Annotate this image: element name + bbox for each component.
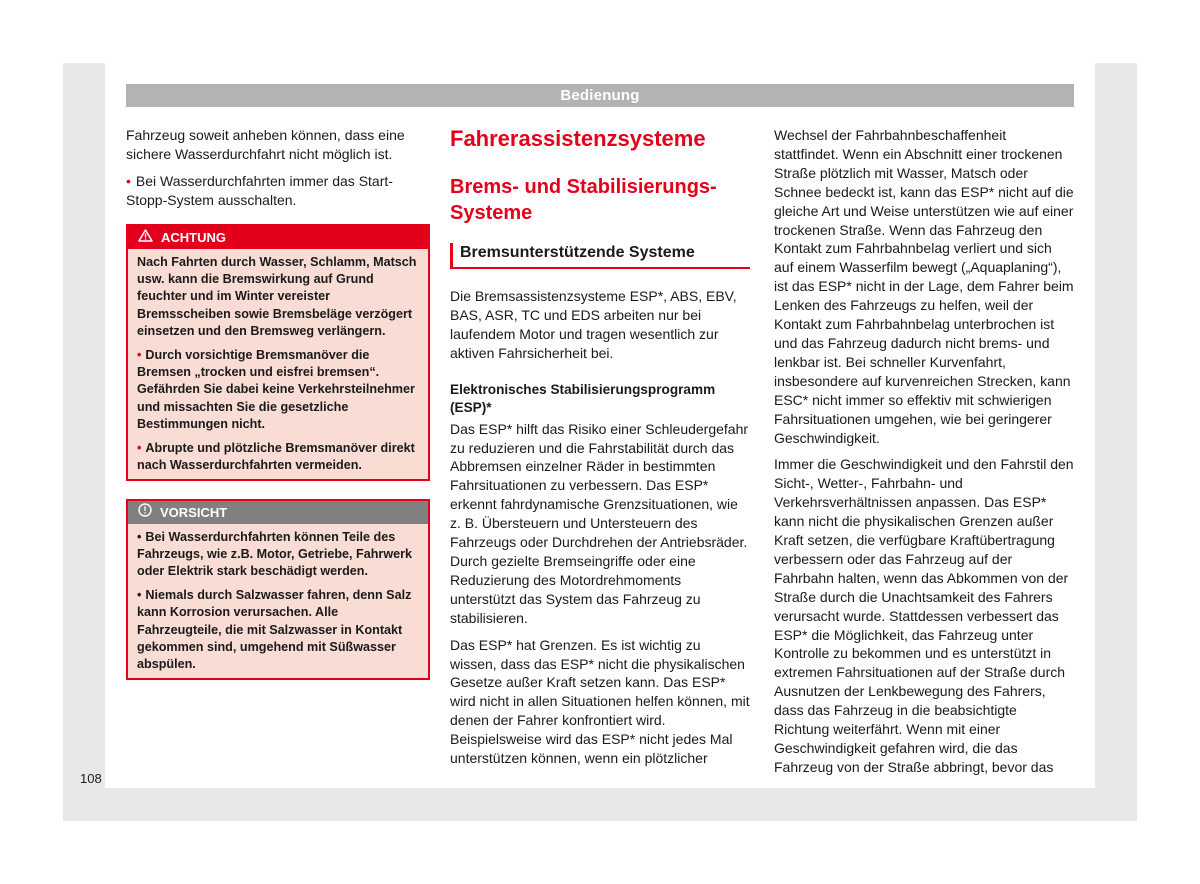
column-right [774, 126, 1074, 785]
warning-header [128, 226, 428, 249]
warning-triangle-icon [138, 226, 153, 249]
warning-intro: Nach Fahrten durch Wasser, Schlamm, Matsch usw. kann die Bremswirkung auf Grund feuchter und im Winter vereister Bremsscheiben sowie Bremsbeläge verzögert einsetzen und den Bremsweg verlängern. [137, 254, 417, 339]
exclamation-circle-icon [138, 501, 152, 524]
chapter-title: Fahrerassistenzsysteme [450, 126, 706, 151]
caution-title: VORSICHT [160, 504, 228, 520]
section-header-bar: Bedienung [126, 84, 1074, 107]
caution-header [128, 501, 428, 524]
paragraph: Fahrzeug soweit anheben können, dass eine sichere Wasserdurchfahrt nicht möglich ist. [126, 127, 405, 162]
section-title: Brems- und Stabilisierungs-Systeme [450, 176, 717, 224]
warning-box [126, 224, 430, 481]
paragraph: Die Bremsassistenzsysteme ESP*, ABS, EBV, BAS, ASR, TC und EDS arbeiten nur bei laufendem Motor und tragen wesentlich zur aktiven Fahrsicherheit bei. [450, 288, 737, 361]
warning-bullet: • Abrupte und plötzliche Bremsmanöver direkt nach Wasserdurchfahrten vermeiden. [137, 440, 418, 475]
paragraph: Wechsel der Fahrbahnbeschaffenheit stattfindet. Wenn ein Abschnitt einer trockenen Straße plötzlich mit Wasser, Matsch oder Schnee bedeckt ist, kann das ESP* nicht auf die gleiche Art und Weise unterstützen wie auf einer trockenen Straße. Wenn das Fahrzeug den Kontakt zum Fahrbahnbelag verliert und sich auf einem Wasserfilm bewegt („Aquaplaning“), ist das ESP* nicht in der Lage, dem Fahrer beim Lenken des Fahrzeugs zu helfen, weil der Kontakt zum Fahrbahnbelag unterbrochen ist und das Fahrzeug dadurch nicht brems- und lenkbar ist. Bei schneller Kurvenfahrt, insbesondere auf kurvenreichen Strecken, kann ESC* nicht immer so effektiv mit schwierigen Fahrsituationen umgehen, wie bei geringerer Geschwindigkeit. [774, 127, 1074, 446]
paragraph: Das ESP* hilft das Risiko einer Schleudergefahr zu reduzieren und die Fahrstabilität durch das Abbremsen einzelner Räder in bestimmten Fahrsituationen zu verbessern. Das ESP* erkennt fahrdynamische Grenzsituationen, wie z. B. Übersteuern und Untersteuern des Fahrzeugs oder Durchdrehen der Antriebsräder. Durch gezielte Bremseingriffe oder eine Reduzierung des Motordrehmoments unterstützt das System das Fahrzeug zu stabilisieren. [450, 420, 749, 626]
caution-bullet: • Niemals durch Salzwasser fahren, denn Salz kann Korrosion verursachen. Alle Fahrzeugteile, die mit Salzwasser in Kontakt gekommen sind, umgehend mit Süßwasser abspülen. [137, 587, 418, 674]
caution-body [128, 524, 428, 678]
bullet-item: • Bei Wasserdurchfahrten immer das Start-Stopp-System ausschalten. [126, 172, 430, 210]
subsection-title: Bremsunterstützende Systeme [450, 243, 750, 269]
paragraph: Das ESP* hat Grenzen. Es ist wichtig zu wissen, dass das ESP* nicht die physikalischen Gesetze außer Kraft setzen kann. Das ESP* wird nicht in allen Situationen helfen können, mit denen der Fahrer konfrontiert wird. Beispielsweise wird das ESP* nicht jedes Mal unterstützen können, wenn ein plötzlicher [450, 636, 750, 767]
esp-heading: Elektronisches Stabilisierungsprogramm (ESP)* [450, 381, 716, 415]
warning-title: ACHTUNG [161, 229, 226, 245]
warning-body [128, 249, 428, 479]
page-number: 108 [80, 771, 102, 786]
column-middle [450, 126, 750, 776]
paragraph: Immer die Geschwindigkeit und den Fahrstil den Sicht-, Wetter-, Fahrbahn- und Verkehrsverhältnissen anpassen. Das ESP* kann nicht die physikalischen Grenzen außer Kraft setzen, die verfügbare Kraftübertragung verbessern oder das Fahrzeug auf der Fahrbahn halten, wenn das Abkommen von der Straße durch die Unachtsamkeit des Fahrers verursacht wurde. Stattdessen verbessert das ESP* die Möglichkeit, das Fahrzeug unter Kontrolle zu bekommen und es unterstützt in extremen Fahrsituationen auf der Straße durch Ausnutzen der Lenkbewegung des Fahrers, dass das Fahrzeug in die beabsichtigte Richtung weiterfährt. Wenn mit einer Geschwindigkeit gefahren wird, die das Fahrzeug von der Straße abbringt, bevor das [774, 456, 1074, 775]
caution-box [126, 499, 430, 680]
warning-bullet: • Durch vorsichtige Bremsmanöver die Bremsen „trocken und eisfrei bremsen“. Gefährden Sie dabei keine Verkehrsteilnehmer und missachten Sie die gesetzliche Bestimmungen nicht. [137, 347, 418, 434]
caution-bullet: • Bei Wasserdurchfahrten können Teile des Fahrzeugs, wie z.B. Motor, Getriebe, Fahrwerk oder Elektrik stark beschädigt werden. [137, 529, 418, 581]
column-left [126, 126, 430, 680]
